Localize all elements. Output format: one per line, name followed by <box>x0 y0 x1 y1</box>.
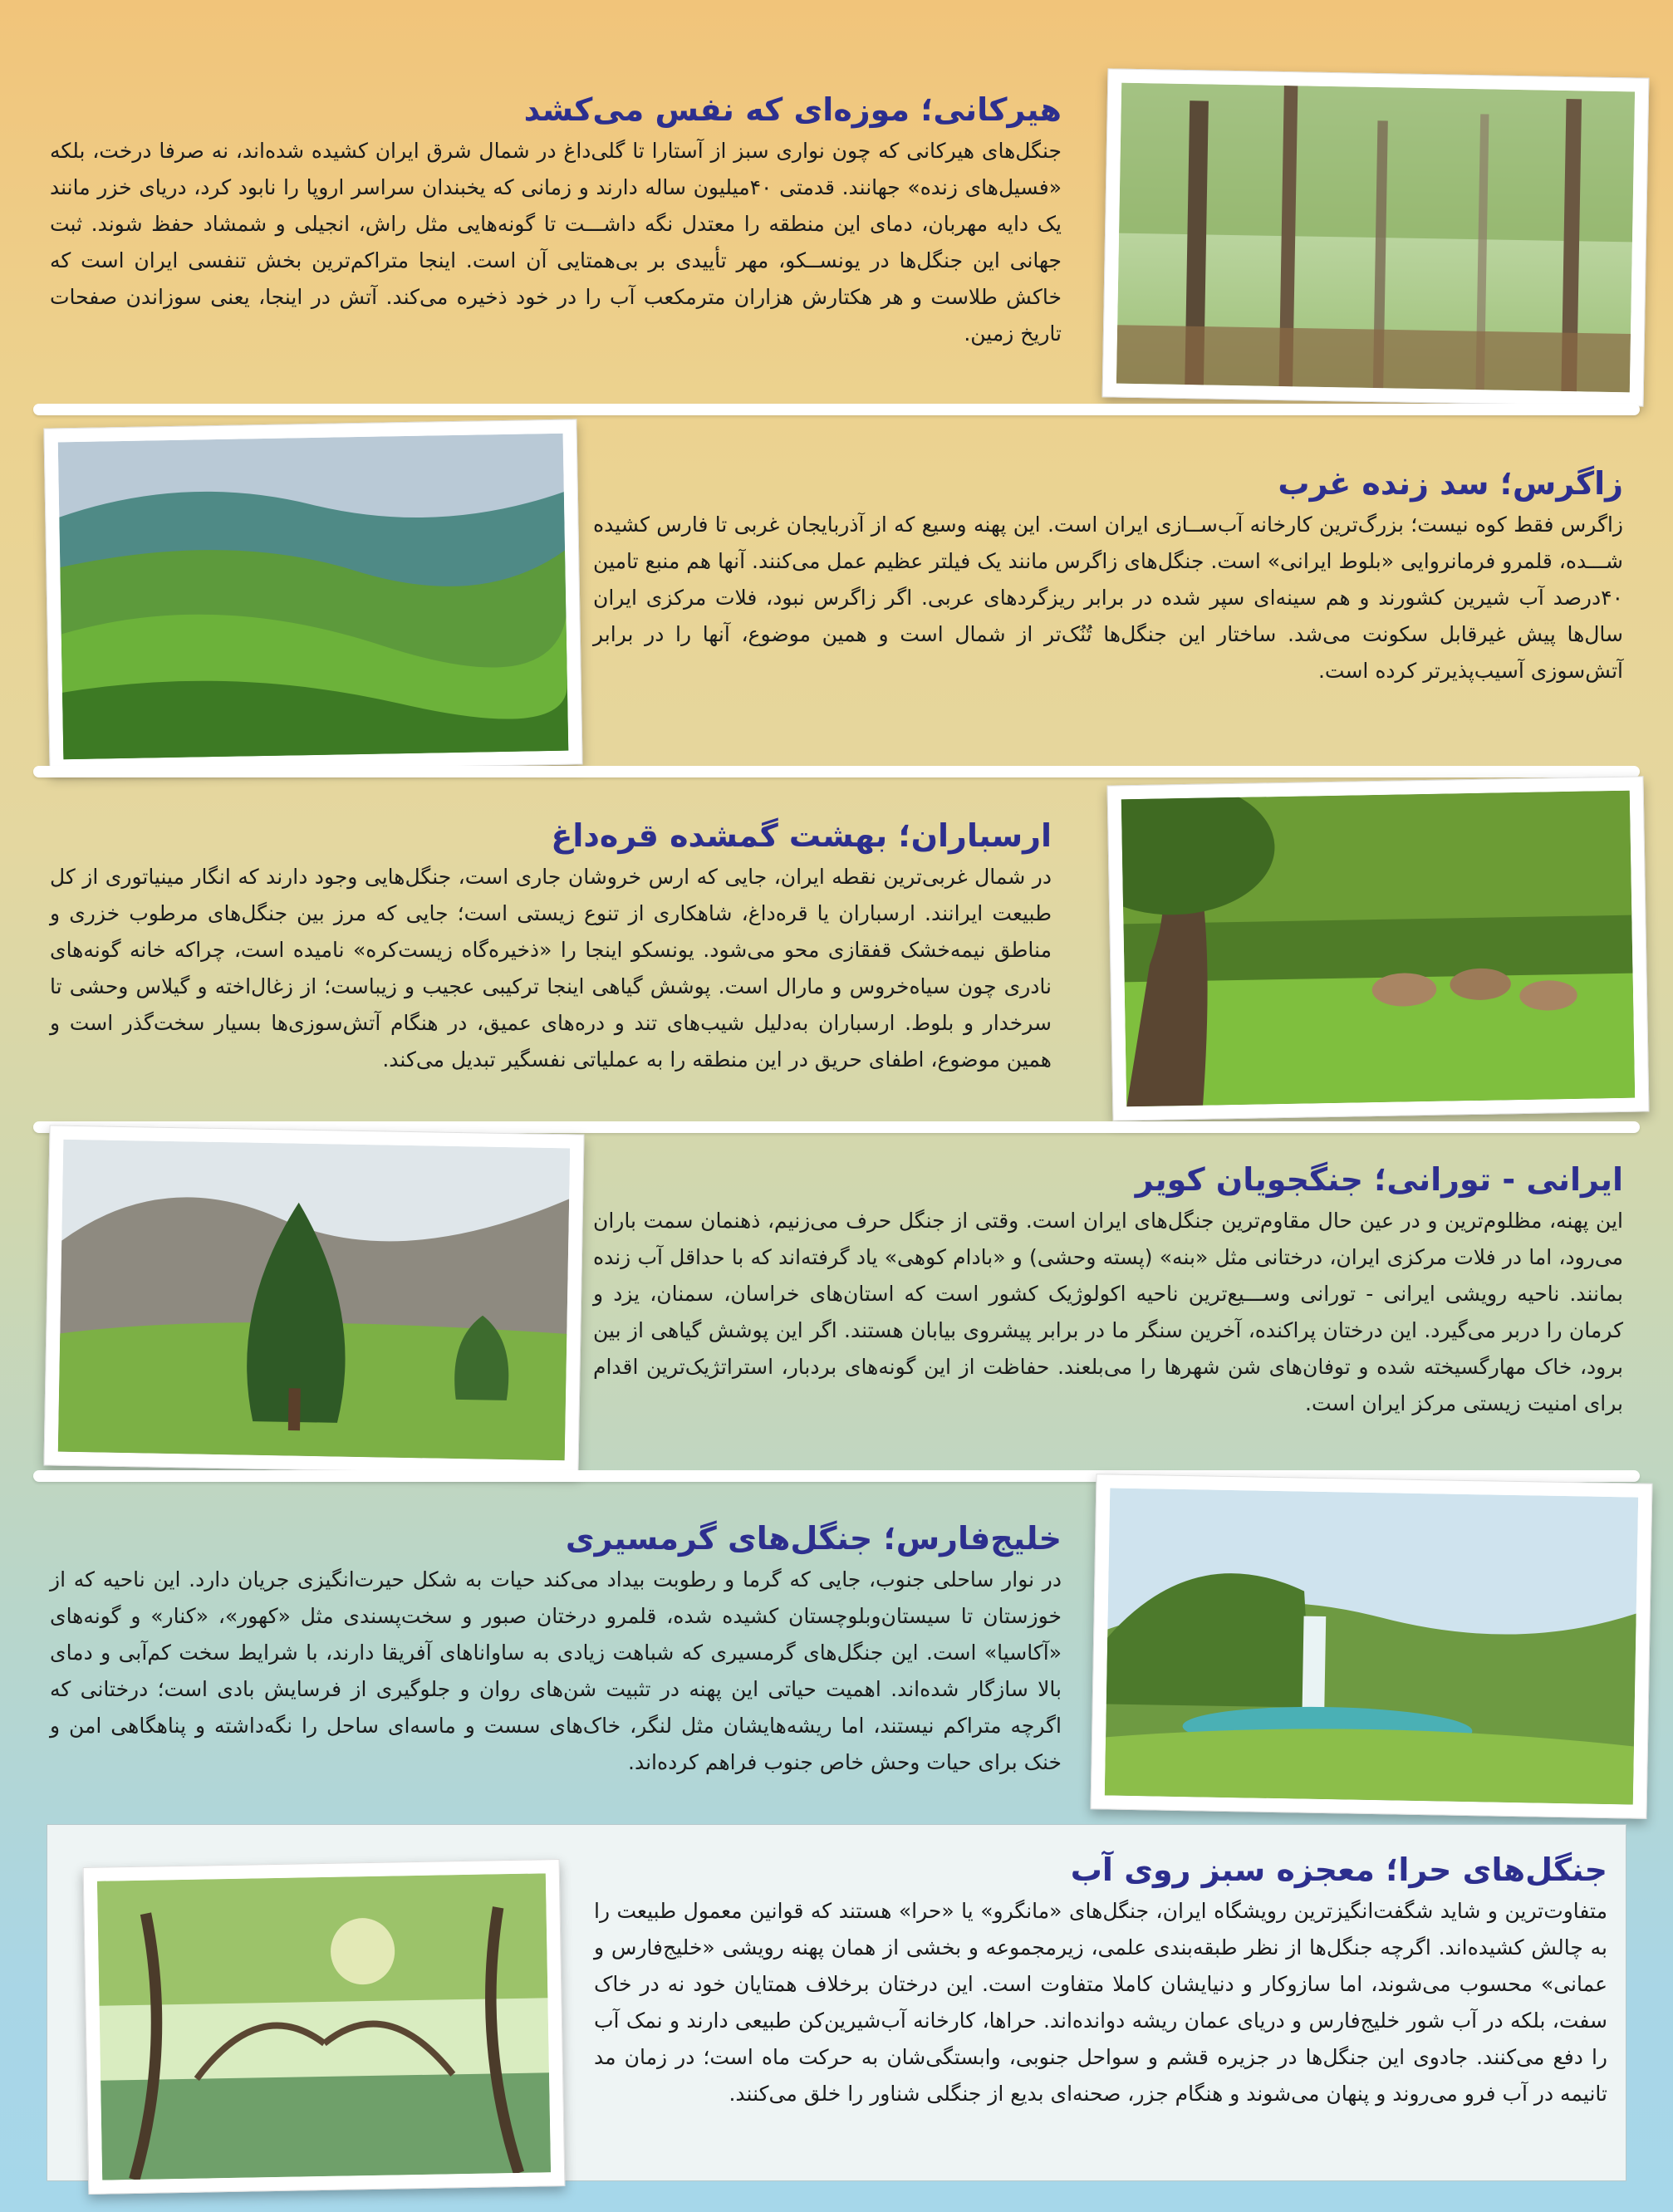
section-irano-turanian <box>0 1130 1673 1462</box>
arasbaran-deer-photo <box>1107 776 1650 1121</box>
persian-gulf-waterfall-photo <box>1091 1474 1653 1819</box>
section-title: ارسباران؛ بهشت گمشده قره‌داغ <box>551 817 1052 854</box>
mangrove-callout-box <box>47 1824 1626 2181</box>
mangrove-forest-photo <box>83 1859 566 2195</box>
irano-turanian-tree-photo <box>43 1125 584 1474</box>
section-title: ایرانی - تورانی؛ جنگجویان کویر <box>1135 1161 1623 1198</box>
section-paragraph: زاگرس فقط کوه نیست؛ بزرگ‌ترین کارخانه آب‌ســازی ایران است. این پهنه وسیع که از آذربایجان غربی تا فارس کشیده شـــده، قلمرو فرمانروایی «بلوط ایرانی» است. جنگل‌های زاگرس مانند یک فیلتر عظیم عمل می‌کنند. آنها هم منبع تامین ۴۰درصد آب شیرین کشورند و هم سینه‌ای سپر شده در برابر ریزگردهای عربی. اگر زاگرس نبود، فلات مرکزی ایران سال‌ها پیش غیرقابل سکونت می‌شد. ساختار این جنگل‌ها تُنُک‌تر از شمال است و همین موضوع، آنها را در برابر آتش‌سوزی آسیب‌پذیرتر کرده است. <box>593 513 1623 683</box>
section-hyrcanian <box>0 0 1673 415</box>
section-paragraph: در شمال غربی‌ترین نقطه ایران، جایی که ارس خروشان جاری است، جنگل‌هایی وجود دارند که انگار مینیاتوری از کل طبیعت ایرانند. ارسباران یا قره‌داغ، شاهکاری از تنوع زیستی است؛ جایی که مرز بین جنگل‌های مرطوب خزری و مناطق نیمه‌خشک قفقازی محو می‌شود. یونسکو اینجا را «ذخیره‌گاه زیست‌کره» نامیده است، چراکه خانه گونه‌های نادری چون سیاه‌خروس و مارال است. پوشش گیاهی اینجا ترکیبی عجیب و زیباست؛ از زغال‌اخته و گیلاس وحشی تا سرخدار و بلوط. ارسباران به‌دلیل شیب‌های تند و دره‌های عمیق، در هنگام آتش‌سوزی‌ها بسیار سخت‌گذر است و همین موضوع، اطفای حریق در این منطقه را به عملیاتی نفسگیر تبدیل می‌کند. <box>50 865 1052 1072</box>
hyrcanian-forest-photo <box>1102 68 1650 406</box>
section-title: زاگرس؛ سد زنده غرب <box>1278 465 1623 502</box>
section-paragraph: جنگل‌های هیرکانی که چون نواری سبز از آستارا تا گلی‌داغ در شمال شرق ایران کشیده شده‌اند، نه صرفا درخت، بلکه «فسیل‌های زنده» جهانند. قدمتی ۴۰میلیون ساله دارند و زمانی که یخبندان سراسر اروپا را نابود کرد، دریای خزر مانند یک دایه مهربان، دمای این منطقه را معتدل نگه داشـــت تا گونه‌هایی مثل راش، انجیلی و شمشاد حفظ شوند. ثبت جهانی این جنگل‌ها در یونســکو، مهر تأییدی بر بی‌همتایی آن است. اینجا متراکم‌ترین بخش تنفسی ایران است که خاکش طلاست و هر هکتارش هزاران مترمکعب آب را در خود ذخیره می‌کند. آتش در اینجا، یعنی سوزاندن صفحات تاریخ زمین. <box>50 139 1062 346</box>
section-title: هیرکانی؛ موزه‌ای که نفس می‌کشد <box>523 91 1062 128</box>
section-title: خلیج‌فارس؛ جنگل‌های گرمسیری <box>565 1520 1062 1557</box>
zagros-hills-photo <box>43 419 582 773</box>
section-paragraph: در نوار ساحلی جنوب، جایی که گرما و رطوبت بیداد می‌کند حیات به شکل حیرت‌انگیزی جریان دارد. این ناحیه که از خوزستان تا سیستان‌وبلوچستان کشیده شده، قلمرو درختان صبور و سخت‌پسندی مثل «کهور»، «کنار» و گونه‌های «آکاسیا» است. این جنگل‌های گرمسیری که شباهت زیادی به ساواناهای آفریقا دارند، با شرایط سخت کم‌آبی و دمای بالا سازگار شده‌اند. اهمیت حیاتی این پهنه در تثبیت شن‌های روان و جلوگیری از فرسایش بادی است؛ درختانی که اگرچه متراکم نیستند، اما ریشه‌هایشان مثل لنگر، خاک‌های سست و ماسه‌ای ساحل را نگه‌داشته و پناهگاهی امن و خنک برای حیات وحش خاص جنوب فراهم کرده‌اند. <box>50 1567 1062 1774</box>
torn-paper-divider <box>33 404 1640 415</box>
section-paragraph: این پهنه، مظلوم‌ترین و در عین حال مقاوم‌ترین جنگل‌های ایران است. وقتی از جنگل حرف می‌زنیم، ذهنمان سمت باران می‌رود، اما در فلات مرکزی ایران، درختانی مثل «بنه» (پسته وحشی) و «بادام کوهی» یاد گرفته‌اند که با حداقل آب زنده بمانند. ناحیه رویشی ایرانی - تورانی وســـیع‌ترین ناحیه اکولوژیک کشور است که استان‌های خراسان، سمنان، یزد و کرمان را دربر می‌گیرد. این درختان پراکنده، آخرین سنگر ما در برابر پیشروی بیابان هستند. اگر این پوشش گیاهی از بین برود، خاک مهارگسیخته شده و توفان‌های شن شهرها را می‌بلعند. حفاظت از این گونه‌های بردبار، استراتژیک‌ترین اقدام برای امنیت زیستی مرکز ایران است. <box>593 1209 1623 1415</box>
section-zagros <box>0 415 1673 772</box>
section-paragraph: متفاوت‌ترین و شاید شگفت‌انگیزترین رویشگاه ایران، جنگل‌های «مانگرو» یا «حرا» هستند که قوانین معمول طبیعت را به چالش کشیده‌اند. اگرچه جنگل‌ها از نظر طبقه‌بندی علمی، زیرمجموعه و بخشی از همان پهنه رویشی «خلیج‌فارس و عمانی» محسوب می‌شوند، اما سازوکار و دنیایشان کاملا متفاوت است. این درختان برخلاف همتایان خود نه در خاک سفت، بلکه در آب شور خلیج‌فارس و دریای عمان ریشه دوانده‌اند. حراها، کارخانه آب‌شیرین‌کن طبیعی دارند و نمک آب را دفع می‌کنند. جادوی این جنگل‌ها در جزیره قشم و سواحل جنوبی، وابستگی‌شان به حرکت ماه است؛ در زمان مد تانیمه در آب فرو می‌روند و پنهان می‌شوند و هنگام جزر، صحنه‌ای بدیع از جنگلی شناور را خلق می‌کنند. <box>594 1899 1607 2106</box>
section-title: جنگل‌های حرا؛ معجزه سبز روی آب <box>1070 1852 1607 1888</box>
section-arasbaran <box>0 772 1673 1130</box>
section-persian-gulf <box>0 1479 1673 1811</box>
